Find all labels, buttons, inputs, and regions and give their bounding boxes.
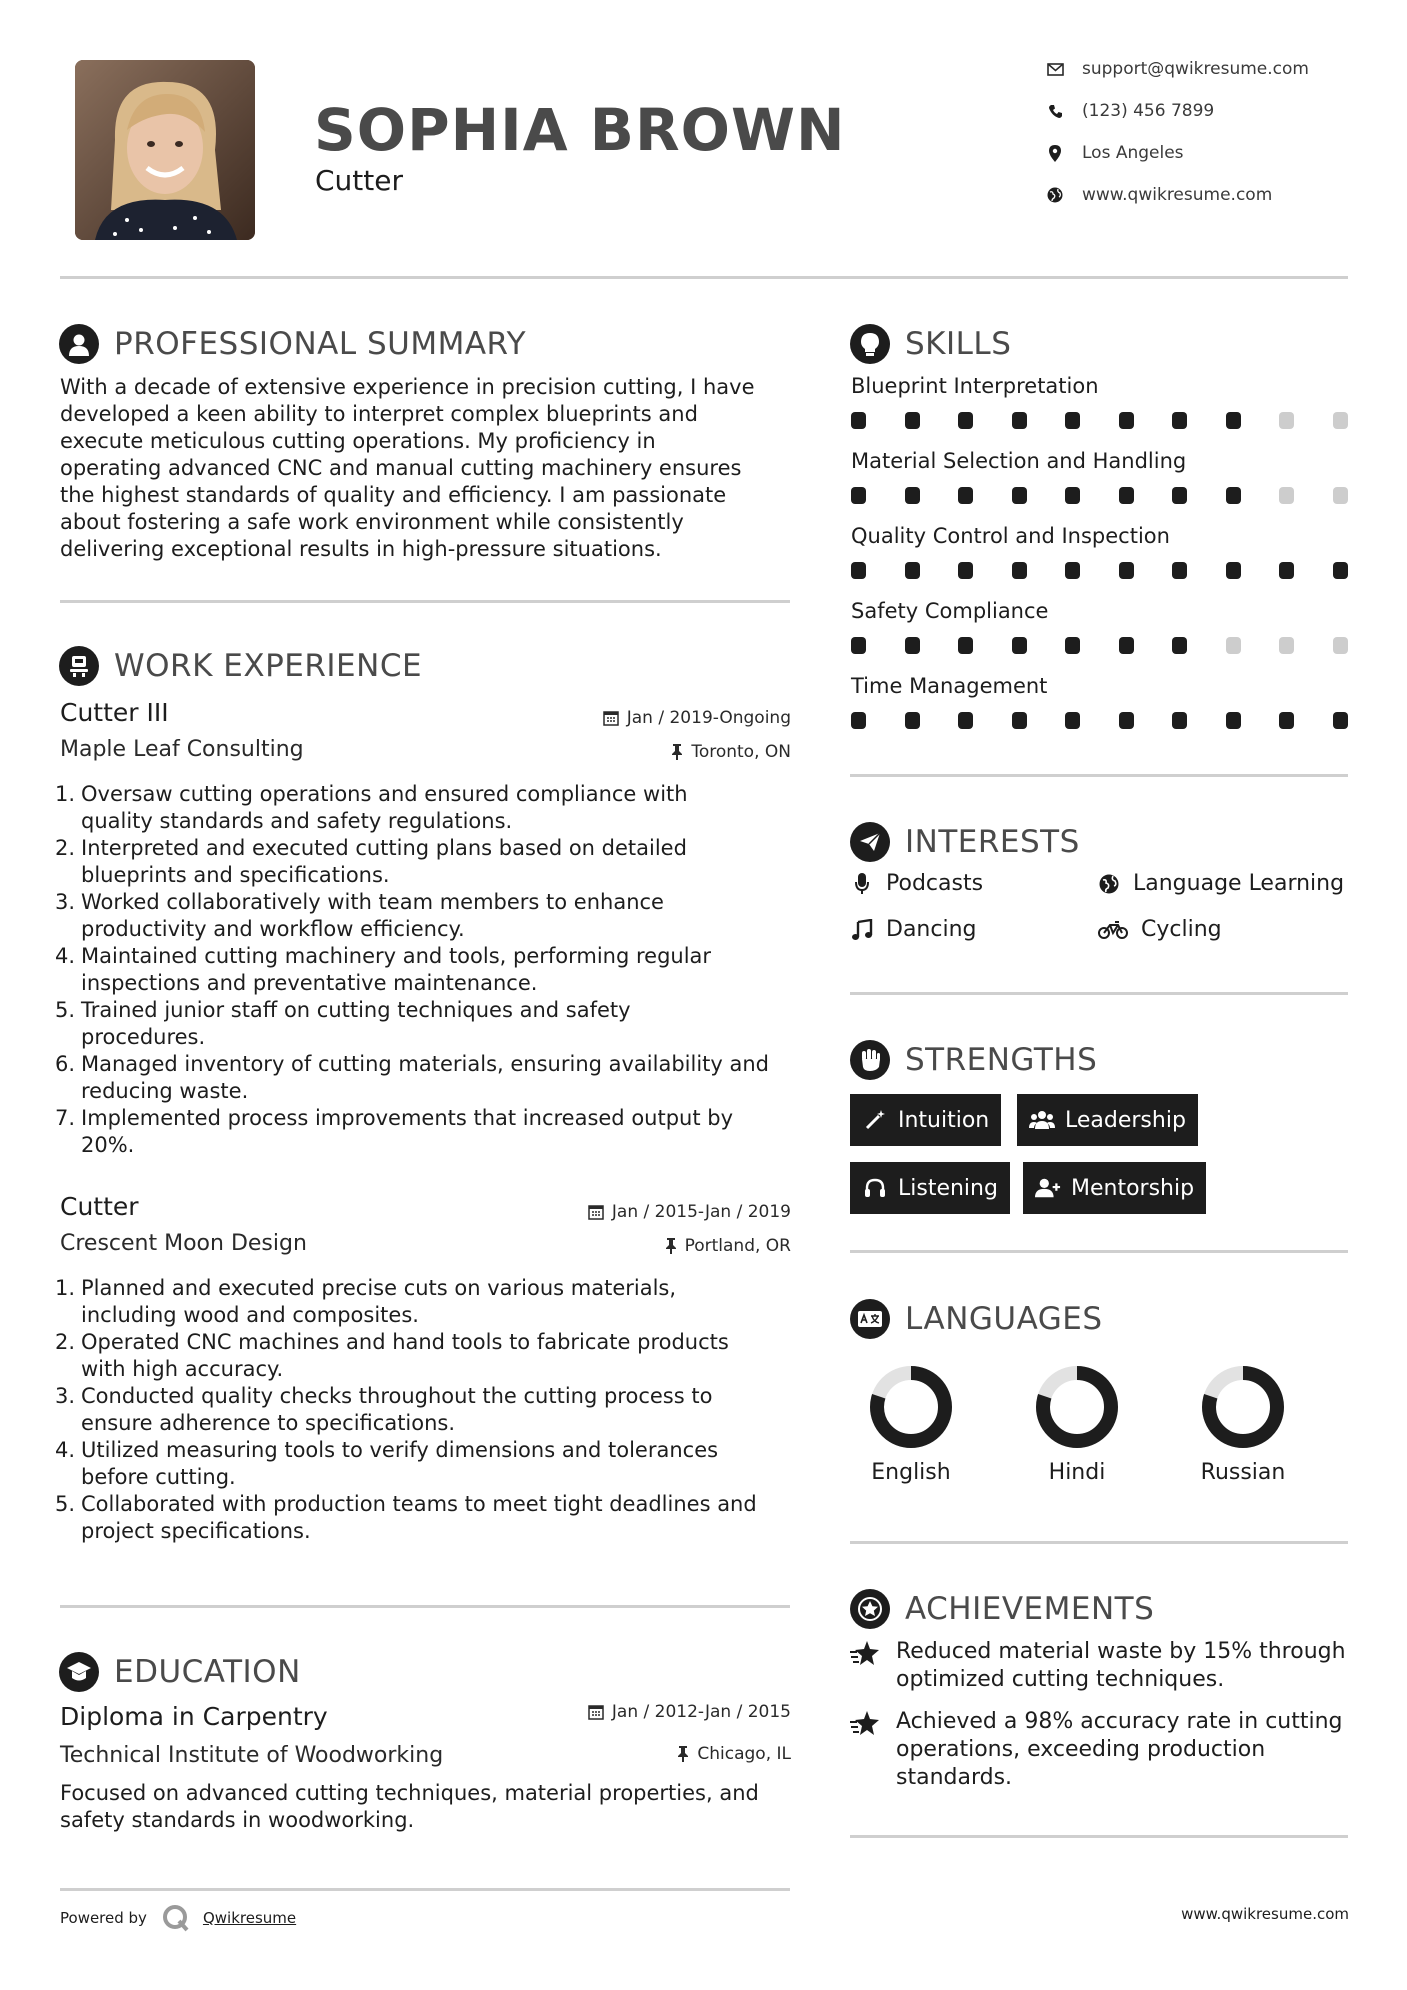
- language-item: [851, 1362, 971, 1485]
- education-dates-text: Jan / 2012-Jan / 2015: [611, 1702, 791, 1722]
- profile-photo: [75, 60, 255, 240]
- list-item: 4. Utilized measuring tools to verify dimensions and tolerances before cutting.: [55, 1438, 719, 1489]
- microphone-icon: [850, 872, 874, 896]
- languages-title: LANGUAGES: [905, 1301, 1103, 1337]
- job-location-text: Toronto, ON: [691, 742, 791, 762]
- rating-dot-empty: [1333, 487, 1348, 504]
- degree-title: Diploma in Carpentry: [60, 1702, 328, 1731]
- interest-item: Dancing: [850, 917, 976, 942]
- list-item: 3. Worked collaboratively with team members to enhance productivity and workflow efficiency.: [55, 890, 664, 941]
- achievement-item: Reduced material waste by 15% through optimized cutting techniques.: [850, 1638, 1350, 1694]
- education-dates: [588, 1702, 791, 1722]
- paper-plane-icon: [850, 822, 890, 862]
- rating-dot-filled: [1119, 562, 1134, 579]
- footer-powered-by: Powered by Qwikresume: [60, 1903, 296, 1933]
- rating-dot-filled: [905, 412, 920, 429]
- language-name: Russian: [1200, 1460, 1286, 1485]
- globe-icon: [1097, 872, 1121, 896]
- rating-dot-filled: [958, 712, 973, 729]
- magic-wand-icon: [862, 1108, 888, 1132]
- rating-dot-filled: [1012, 412, 1027, 429]
- phone-icon: [1044, 100, 1066, 122]
- rating-dot-empty: [1333, 637, 1348, 654]
- summary-header: [59, 322, 526, 366]
- strength-tag: Intuition: [850, 1094, 1001, 1146]
- rating-dot-filled: [905, 712, 920, 729]
- skill-rating: [851, 712, 1348, 729]
- rating-dot-filled: [1172, 412, 1187, 429]
- list-item: 6. Managed inventory of cutting materials, ensuring availability and reducing waste.: [55, 1052, 770, 1103]
- achievements-header: [850, 1587, 1154, 1631]
- star-icon: [850, 1638, 884, 1670]
- rating-dot-filled: [1012, 487, 1027, 504]
- footer-website[interactable]: www.qwikresume.com: [1181, 1905, 1349, 1923]
- skill-name: Blueprint Interpretation: [851, 374, 1099, 398]
- skills-title: SKILLS: [905, 326, 1012, 362]
- rating-dot-filled: [905, 562, 920, 579]
- pin-icon: [671, 744, 683, 760]
- summary-line: the highest standards of quality and efficiency. I am passionate: [60, 483, 727, 507]
- rating-dot-filled: [851, 412, 866, 429]
- language-name: Hindi: [1048, 1460, 1106, 1485]
- rating-dot-filled: [1065, 637, 1080, 654]
- rating-dot-empty: [1279, 637, 1294, 654]
- envelope-icon: [1044, 58, 1066, 80]
- rating-dot-empty: [1279, 487, 1294, 504]
- rating-dot-empty: [1279, 412, 1294, 429]
- school-name: Technical Institute of Woodworking: [60, 1743, 444, 1768]
- list-item: 2. Interpreted and executed cutting plans based on detailed blueprints and specifications.: [55, 836, 687, 887]
- strengths-divider: [850, 1250, 1348, 1253]
- skills-header: [850, 322, 1011, 366]
- summary-text: [60, 374, 800, 563]
- list-item: 7. Implemented process improvements that increased output by 20%.: [55, 1106, 734, 1157]
- rating-dot-empty: [1333, 412, 1348, 429]
- qwikresume-logo-icon: [161, 1903, 191, 1933]
- headphones-icon: [862, 1176, 888, 1200]
- job-location: [671, 742, 791, 762]
- job-location-text: Portland, OR: [684, 1236, 791, 1256]
- job-dates-text: Jan / 2015-Jan / 2019: [611, 1202, 791, 1222]
- summary-line: developed a keen ability to interpret complex blueprints and: [60, 402, 698, 426]
- summary-line: about fostering a safe work environment while consistently: [60, 510, 684, 534]
- summary-line: delivering exceptional results in high-pressure situations.: [60, 537, 662, 561]
- interests-title: INTERESTS: [905, 824, 1080, 860]
- rating-dot-filled: [1172, 712, 1187, 729]
- language-item: [1183, 1362, 1303, 1485]
- rating-dot-filled: [958, 562, 973, 579]
- map-marker-icon: [1044, 142, 1066, 164]
- education-title: EDUCATION: [114, 1654, 301, 1690]
- rating-dot-filled: [1333, 712, 1348, 729]
- contact-phone-text: (123) 456 7899: [1082, 101, 1215, 121]
- job-responsibilities: [55, 1275, 815, 1545]
- strength-tag: Leadership: [1017, 1094, 1198, 1146]
- summary-line: operating advanced CNC and manual cutting machinery ensures: [60, 456, 742, 480]
- rating-dot-filled: [958, 637, 973, 654]
- rating-dot-filled: [905, 637, 920, 654]
- globe-icon: [1044, 184, 1066, 206]
- contact-location-text: Los Angeles: [1082, 143, 1184, 163]
- language-proficiency-donut: [866, 1362, 956, 1452]
- rating-dot-filled: [1172, 487, 1187, 504]
- job-dates-text: Jan / 2019-Ongoing: [626, 708, 791, 728]
- rating-dot-filled: [1065, 487, 1080, 504]
- interest-item: Cycling: [1097, 917, 1222, 942]
- users-icon: [1029, 1108, 1055, 1132]
- language-name: English: [871, 1460, 951, 1485]
- bicycle-icon: [1097, 918, 1129, 942]
- skill-rating: [851, 562, 1348, 579]
- job-dates: [603, 708, 791, 728]
- job-title: Cutter: [60, 1192, 139, 1221]
- education-location: [677, 1744, 791, 1764]
- rating-dot-filled: [1172, 562, 1187, 579]
- rating-dot-empty: [1226, 637, 1241, 654]
- rating-dot-filled: [1119, 412, 1134, 429]
- education-location-text: Chicago, IL: [697, 1744, 791, 1764]
- rating-dot-filled: [1012, 637, 1027, 654]
- contact-phone[interactable]: [1044, 96, 1374, 126]
- contact-website-text: www.qwikresume.com: [1082, 185, 1273, 205]
- education-description: Focused on advanced cutting techniques, material properties, and safety standards in woodworking.: [60, 1781, 759, 1832]
- education-divider: [60, 1888, 790, 1891]
- rating-dot-filled: [851, 712, 866, 729]
- star-badge-icon: [850, 1589, 890, 1629]
- rating-dot-filled: [905, 487, 920, 504]
- skill-name: Quality Control and Inspection: [851, 524, 1170, 548]
- rating-dot-filled: [1226, 487, 1241, 504]
- list-item: 3. Conducted quality checks throughout the cutting process to ensure adherence to specifications.: [55, 1384, 713, 1435]
- interests-divider: [850, 992, 1348, 995]
- experience-header: [59, 644, 422, 688]
- language-proficiency-donut: [1032, 1362, 1122, 1452]
- rating-dot-filled: [1172, 637, 1187, 654]
- rating-dot-filled: [851, 487, 866, 504]
- language-item: [1017, 1362, 1137, 1485]
- skills-divider: [850, 774, 1348, 777]
- candidate-name: SOPHIA BROWN: [314, 96, 846, 164]
- experience-divider: [60, 1605, 790, 1608]
- job-company: Crescent Moon Design: [60, 1231, 307, 1256]
- star-icon: [850, 1708, 884, 1740]
- summary-line: With a decade of extensive experience in precision cutting, I have: [60, 375, 755, 399]
- job-responsibilities: [55, 781, 815, 1159]
- strengths-header: [850, 1038, 1097, 1082]
- user-icon: [59, 324, 99, 364]
- contact-website[interactable]: [1044, 180, 1374, 210]
- skill-rating: [851, 637, 1348, 654]
- calendar-icon: [588, 1204, 604, 1220]
- rating-dot-filled: [1119, 487, 1134, 504]
- interests-header: [850, 820, 1080, 864]
- user-plus-icon: [1035, 1176, 1061, 1200]
- experience-title: WORK EXPERIENCE: [114, 648, 423, 684]
- header-divider: [60, 276, 1348, 279]
- pin-icon: [665, 1238, 677, 1254]
- fist-icon: [850, 1040, 890, 1080]
- achievements-title: ACHIEVEMENTS: [905, 1591, 1155, 1627]
- rating-dot-filled: [1012, 562, 1027, 579]
- rating-dot-filled: [1333, 562, 1348, 579]
- skill-name: Safety Compliance: [851, 599, 1049, 623]
- lightbulb-icon: [850, 324, 890, 364]
- rating-dot-filled: [1226, 712, 1241, 729]
- strengths-title: STRENGTHS: [905, 1042, 1098, 1078]
- rating-dot-filled: [1279, 712, 1294, 729]
- pin-icon: [677, 1746, 689, 1762]
- rating-dot-filled: [1119, 637, 1134, 654]
- translate-icon: [850, 1299, 890, 1339]
- job-title: Cutter III: [60, 698, 169, 727]
- contact-email[interactable]: [1044, 54, 1374, 84]
- rating-dot-filled: [1279, 562, 1294, 579]
- summary-line: execute meticulous cutting operations. My proficiency in: [60, 429, 656, 453]
- list-item: 1. Oversaw cutting operations and ensured compliance with quality standards and safety regulations.: [55, 782, 688, 833]
- interest-item: Language Learning: [1097, 871, 1344, 896]
- rating-dot-filled: [851, 637, 866, 654]
- candidate-role: Cutter: [315, 164, 403, 197]
- calendar-icon: [603, 710, 619, 726]
- rating-dot-filled: [958, 487, 973, 504]
- rating-dot-filled: [1226, 562, 1241, 579]
- job-dates: [588, 1202, 791, 1222]
- list-item: 1. Planned and executed precise cuts on various materials, including wood and composites.: [55, 1276, 677, 1327]
- language-proficiency-donut: [1198, 1362, 1288, 1452]
- summary-title: PROFESSIONAL SUMMARY: [114, 326, 527, 362]
- rating-dot-filled: [851, 562, 866, 579]
- rating-dot-filled: [1065, 412, 1080, 429]
- rating-dot-filled: [1012, 712, 1027, 729]
- briefcase-icon: [59, 646, 99, 686]
- contact-location: [1044, 138, 1374, 168]
- job-company: Maple Leaf Consulting: [60, 737, 304, 762]
- achievement-item: Achieved a 98% accuracy rate in cutting operations, exceeding production standards.: [850, 1708, 1350, 1792]
- strength-tag: Listening: [850, 1162, 1010, 1214]
- music-icon: [850, 918, 874, 942]
- languages-divider: [850, 1541, 1348, 1544]
- skill-rating: [851, 412, 1348, 429]
- skill-rating: [851, 487, 1348, 504]
- rating-dot-filled: [1065, 562, 1080, 579]
- job-location: [665, 1236, 791, 1256]
- rating-dot-filled: [1226, 412, 1241, 429]
- list-item: 4. Maintained cutting machinery and tools, performing regular inspections and preventative maintenance.: [55, 944, 712, 995]
- graduation-icon: [59, 1652, 99, 1692]
- skill-name: Material Selection and Handling: [851, 449, 1187, 473]
- footer-brand-link[interactable]: Qwikresume: [202, 1909, 297, 1927]
- contact-email-text: support@qwikresume.com: [1082, 59, 1309, 79]
- summary-divider: [60, 600, 790, 603]
- rating-dot-filled: [958, 412, 973, 429]
- list-item: 5. Collaborated with production teams to meet tight deadlines and project specifications.: [55, 1492, 757, 1543]
- calendar-icon: [588, 1704, 604, 1720]
- strength-tag: Mentorship: [1023, 1162, 1206, 1214]
- languages-header: [850, 1297, 1103, 1341]
- skill-name: Time Management: [851, 674, 1048, 698]
- achievements-divider: [850, 1835, 1348, 1838]
- education-header: [59, 1650, 301, 1694]
- list-item: 2. Operated CNC machines and hand tools to fabricate products with high accuracy.: [55, 1330, 729, 1381]
- rating-dot-filled: [1065, 712, 1080, 729]
- interest-item: Podcasts: [850, 871, 983, 896]
- rating-dot-filled: [1119, 712, 1134, 729]
- list-item: 5. Trained junior staff on cutting techniques and safety procedures.: [55, 998, 631, 1049]
